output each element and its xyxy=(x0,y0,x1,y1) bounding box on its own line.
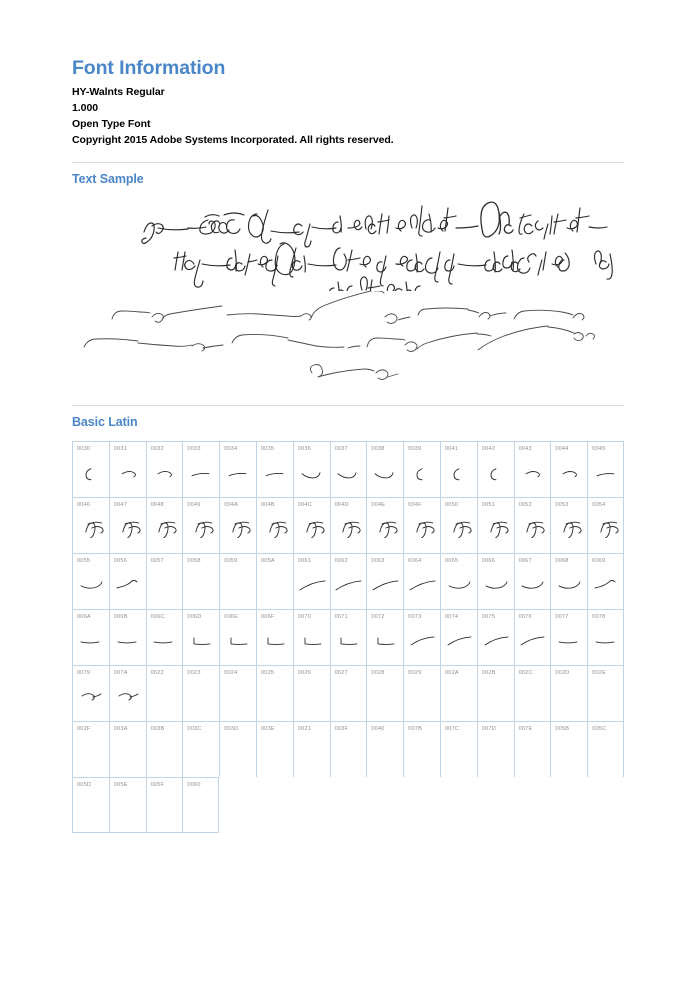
glyph-cell-003E[interactable] xyxy=(256,721,293,777)
glyph-cell-0044[interactable] xyxy=(550,441,587,497)
glyph-cell-004D[interactable] xyxy=(330,497,367,553)
glyph-preview xyxy=(515,624,551,664)
glyph-code-label: 0042 xyxy=(481,446,496,453)
text-sample-section xyxy=(72,162,624,391)
glyph-cell-0049[interactable] xyxy=(182,497,219,553)
glyph-preview xyxy=(404,512,440,552)
glyph-cell-005C[interactable] xyxy=(587,721,624,777)
glyph-cell-002C[interactable] xyxy=(514,665,551,721)
glyph-code-label: 0061 xyxy=(297,558,312,565)
glyph-cell-003D[interactable] xyxy=(219,721,256,777)
glyph-cell-007B[interactable] xyxy=(403,721,440,777)
glyph-code-label: 006E xyxy=(224,614,239,621)
glyph-cell-0026[interactable] xyxy=(293,665,330,721)
glyph-cell-0047[interactable] xyxy=(109,497,146,553)
basic-latin-heading: Basic Latin xyxy=(72,415,138,430)
glyph-code-label: 0040 xyxy=(371,726,385,733)
glyph-code-label: 0073 xyxy=(408,614,422,621)
glyph-code-label: 004E xyxy=(371,502,386,509)
glyph-cell-0056[interactable] xyxy=(109,553,146,609)
glyph-cell-0076[interactable] xyxy=(514,609,551,665)
glyph-preview xyxy=(73,680,109,720)
font-format: Open Type Font xyxy=(72,118,151,131)
glyph-cell-0052[interactable] xyxy=(514,497,551,553)
glyph-preview xyxy=(404,568,440,608)
glyph-preview xyxy=(294,512,330,552)
glyph-cell-0035[interactable] xyxy=(256,441,293,497)
glyph-code-label: 006A xyxy=(77,614,91,621)
glyph-code-label: 0050 xyxy=(444,502,459,509)
glyph-cell-0065[interactable] xyxy=(440,553,477,609)
glyph-cell-0021[interactable] xyxy=(293,721,330,777)
glyph-cell-002F[interactable] xyxy=(72,721,109,777)
glyph-preview xyxy=(183,624,219,664)
glyph-code-label: 0038 xyxy=(371,446,385,453)
glyph-code-label: 0047 xyxy=(113,502,128,509)
glyph-code-label: 0079 xyxy=(77,670,91,677)
glyph-preview xyxy=(367,456,403,496)
glyph-cell-004A[interactable] xyxy=(219,497,256,553)
glyph-cell-005D[interactable] xyxy=(72,777,109,833)
glyph-cell-0042[interactable] xyxy=(477,441,514,497)
glyph-code-label: 0056 xyxy=(113,558,128,565)
font-name: HY-Walnts Regular xyxy=(72,86,165,99)
glyph-code-label: 005A xyxy=(260,558,275,565)
glyph-preview xyxy=(551,624,587,664)
glyph-table-row xyxy=(72,721,624,777)
glyph-table-row xyxy=(72,497,624,553)
glyph-code-label: 0022 xyxy=(150,670,164,677)
glyph-cell-005F[interactable] xyxy=(146,777,183,833)
glyph-cell-004F[interactable] xyxy=(403,497,440,553)
glyph-code-label: 004C xyxy=(297,502,312,509)
glyph-code-label: 0070 xyxy=(297,614,312,621)
glyph-preview xyxy=(110,512,146,552)
glyph-code-label: 007D xyxy=(481,726,496,733)
glyph-table-row xyxy=(72,553,624,609)
glyph-preview xyxy=(110,568,146,608)
glyph-preview xyxy=(220,456,256,496)
glyph-cell-002A[interactable] xyxy=(440,665,477,721)
glyph-code-label: 0064 xyxy=(408,558,422,565)
glyph-cell-0041[interactable] xyxy=(440,441,477,497)
glyph-preview xyxy=(441,456,477,496)
glyph-cell-0055[interactable] xyxy=(72,553,109,609)
glyph-code-label: 003D xyxy=(224,726,239,733)
glyph-code-label: 006F xyxy=(260,614,275,621)
glyph-code-label: 0055 xyxy=(77,558,91,565)
glyph-cell-0074[interactable] xyxy=(440,609,477,665)
ornament-sample-artwork xyxy=(72,291,624,391)
glyph-cell-0033[interactable] xyxy=(182,441,219,497)
glyph-cell-007A[interactable] xyxy=(109,665,146,721)
glyph-cell-007D[interactable] xyxy=(477,721,514,777)
glyph-code-label: 0065 xyxy=(444,558,459,565)
glyph-table-row xyxy=(72,441,624,497)
glyph-code-label: 004D xyxy=(334,502,349,509)
glyph-cell-006C[interactable] xyxy=(146,609,183,665)
glyph-cell-0078[interactable] xyxy=(587,609,624,665)
glyph-cell-006D[interactable] xyxy=(182,609,219,665)
glyph-preview xyxy=(478,456,514,496)
glyph-preview xyxy=(110,680,146,720)
glyph-code-label: 0026 xyxy=(297,670,312,677)
glyph-code-label: 005C xyxy=(592,726,607,733)
glyph-cell-0068[interactable] xyxy=(550,553,587,609)
glyph-cell-003C[interactable] xyxy=(182,721,219,777)
glyph-preview xyxy=(367,624,403,664)
glyph-code-label: 0021 xyxy=(297,726,312,733)
glyph-cell-0038[interactable] xyxy=(366,441,403,497)
glyph-cell-0071[interactable] xyxy=(330,609,367,665)
glyph-preview xyxy=(551,568,587,608)
glyph-cell-0022[interactable] xyxy=(146,665,183,721)
page-title: Font Information xyxy=(72,57,226,79)
glyph-code-label: 005B xyxy=(555,726,570,733)
glyph-code-label: 0025 xyxy=(260,670,275,677)
glyph-code-label: 0052 xyxy=(518,502,532,509)
glyph-preview xyxy=(257,456,293,496)
glyph-cell-0077[interactable] xyxy=(550,609,587,665)
glyph-code-label: 0054 xyxy=(592,502,606,509)
glyph-code-label: 0059 xyxy=(224,558,238,565)
glyph-code-label: 0078 xyxy=(592,614,606,621)
glyph-cell-002E[interactable] xyxy=(587,665,624,721)
glyph-code-label: 0076 xyxy=(518,614,532,621)
glyph-cell-007C[interactable] xyxy=(440,721,477,777)
glyph-code-label: 003C xyxy=(187,726,202,733)
glyph-preview xyxy=(220,512,256,552)
glyph-code-label: 0051 xyxy=(481,502,496,509)
glyph-code-label: 0028 xyxy=(371,670,385,677)
glyph-code-label: 0033 xyxy=(187,446,201,453)
glyph-code-label: 0072 xyxy=(371,614,385,621)
glyph-code-label: 006C xyxy=(150,614,165,621)
glyph-code-label: 0074 xyxy=(444,614,459,621)
glyph-cell-0034[interactable] xyxy=(219,441,256,497)
glyph-code-label: 0048 xyxy=(150,502,164,509)
text-sample-heading: Text Sample xyxy=(72,172,144,187)
glyph-cell-0053[interactable] xyxy=(550,497,587,553)
glyph-cell-0064[interactable] xyxy=(403,553,440,609)
glyph-cell-0062[interactable] xyxy=(330,553,367,609)
glyph-preview xyxy=(147,456,183,496)
glyph-preview xyxy=(294,568,330,608)
glyph-code-label: 002A xyxy=(444,670,459,677)
glyph-cell-005E[interactable] xyxy=(109,777,146,833)
glyph-preview xyxy=(588,456,623,496)
glyph-code-label: 004F xyxy=(408,502,422,509)
glyph-cell-007E[interactable] xyxy=(514,721,551,777)
glyph-cell-0075[interactable] xyxy=(477,609,514,665)
glyph-cell-0050[interactable] xyxy=(440,497,477,553)
glyph-preview xyxy=(294,456,330,496)
glyph-code-label: 003E xyxy=(260,726,275,733)
glyph-code-label: 0023 xyxy=(187,670,201,677)
glyph-table-row xyxy=(72,777,624,833)
glyph-cell-006E[interactable] xyxy=(219,609,256,665)
glyph-cell-0057[interactable] xyxy=(146,553,183,609)
glyph-preview xyxy=(367,512,403,552)
glyph-code-label: 007C xyxy=(444,726,460,733)
glyph-preview xyxy=(404,456,440,496)
glyph-preview xyxy=(515,512,551,552)
glyph-cell-0028[interactable] xyxy=(366,665,403,721)
glyph-cell-0063[interactable] xyxy=(366,553,403,609)
glyph-code-label: 002E xyxy=(592,670,607,677)
glyph-cell-0061[interactable] xyxy=(293,553,330,609)
glyph-preview xyxy=(331,456,367,496)
glyph-cell-0036[interactable] xyxy=(293,441,330,497)
glyph-cell-0066[interactable] xyxy=(477,553,514,609)
glyph-preview xyxy=(73,624,109,664)
glyph-code-label: 003B xyxy=(150,726,165,733)
glyph-cell-0060[interactable] xyxy=(182,777,219,833)
page-content xyxy=(72,0,624,833)
section-divider xyxy=(72,162,624,163)
glyph-code-label: 0036 xyxy=(297,446,312,453)
glyph-code-label: 0035 xyxy=(260,446,275,453)
glyph-cell-0069[interactable] xyxy=(587,553,624,609)
glyph-code-label: 006D xyxy=(187,614,202,621)
glyph-cell-0070[interactable] xyxy=(293,609,330,665)
glyph-preview xyxy=(294,624,330,664)
glyph-code-label: 0058 xyxy=(187,558,201,565)
glyph-cell-0073[interactable] xyxy=(403,609,440,665)
glyph-cell-0067[interactable] xyxy=(514,553,551,609)
glyph-code-label: 005F xyxy=(150,782,165,789)
glyph-preview xyxy=(588,624,623,664)
glyph-cell-004B[interactable] xyxy=(256,497,293,553)
glyph-code-label: 0039 xyxy=(408,446,422,453)
glyph-preview xyxy=(110,624,146,664)
glyph-code-label: 0045 xyxy=(592,446,606,453)
glyph-code-label: 0032 xyxy=(150,446,164,453)
glyph-preview xyxy=(515,456,551,496)
glyph-cell-0030[interactable] xyxy=(72,441,109,497)
glyph-preview xyxy=(331,512,367,552)
font-copyright: Copyright 2015 Adobe Systems Incorporated. All rights reserved. xyxy=(72,134,394,147)
glyph-preview xyxy=(404,624,440,664)
glyph-code-label: 0027 xyxy=(334,670,348,677)
glyph-preview xyxy=(441,624,477,664)
glyph-code-label: 0062 xyxy=(334,558,348,565)
glyph-code-label: 0030 xyxy=(77,446,91,453)
glyph-code-label: 002C xyxy=(518,670,533,677)
glyph-cell-0048[interactable] xyxy=(146,497,183,553)
glyph-code-label: 0034 xyxy=(224,446,238,453)
glyph-code-label: 002D xyxy=(555,670,570,677)
glyph-table-row xyxy=(72,665,624,721)
glyph-preview xyxy=(147,512,183,552)
glyph-code-label: 003F xyxy=(334,726,349,733)
glyph-cell-0079[interactable] xyxy=(72,665,109,721)
glyph-code-label: 0044 xyxy=(555,446,569,453)
glyph-code-label: 0024 xyxy=(224,670,238,677)
glyph-cell-0025[interactable] xyxy=(256,665,293,721)
glyph-code-label: 0069 xyxy=(592,558,606,565)
glyph-cell-005A[interactable] xyxy=(256,553,293,609)
glyph-cell-0051[interactable] xyxy=(477,497,514,553)
glyph-code-label: 007B xyxy=(408,726,423,733)
glyph-cell-0029[interactable] xyxy=(403,665,440,721)
glyph-code-label: 0075 xyxy=(481,614,496,621)
glyph-preview xyxy=(110,456,146,496)
glyph-code-label: 0031 xyxy=(113,446,128,453)
glyph-preview xyxy=(478,624,514,664)
glyph-cell-0040[interactable] xyxy=(366,721,403,777)
glyph-cell-006A[interactable] xyxy=(72,609,109,665)
glyph-cell-002D[interactable] xyxy=(550,665,587,721)
glyph-cell-003A[interactable] xyxy=(109,721,146,777)
glyph-preview xyxy=(183,456,219,496)
glyph-cell-0031[interactable] xyxy=(109,441,146,497)
glyph-cell-0045[interactable] xyxy=(587,441,624,497)
glyph-preview xyxy=(551,456,587,496)
glyph-code-label: 0041 xyxy=(444,446,459,453)
glyph-code-label: 003A xyxy=(113,726,128,733)
glyph-code-label: 004B xyxy=(260,502,275,509)
glyph-preview xyxy=(257,624,293,664)
glyph-preview xyxy=(73,512,109,552)
glyph-preview xyxy=(73,456,109,496)
font-version: 1.000 xyxy=(72,102,99,115)
glyph-preview xyxy=(588,568,623,608)
glyph-cell-0046[interactable] xyxy=(72,497,109,553)
glyph-code-label: 0060 xyxy=(187,782,201,789)
glyph-code-label: 0057 xyxy=(150,558,164,565)
font-information-block xyxy=(72,0,624,148)
glyph-code-label: 0046 xyxy=(77,502,91,509)
glyph-code-label: 0071 xyxy=(334,614,348,621)
glyph-cell-003F[interactable] xyxy=(330,721,367,777)
glyph-preview xyxy=(147,624,183,664)
glyph-preview xyxy=(331,568,367,608)
glyph-cell-0032[interactable] xyxy=(146,441,183,497)
glyph-preview xyxy=(478,568,514,608)
glyph-preview xyxy=(515,568,551,608)
glyph-code-label: 0067 xyxy=(518,558,532,565)
glyph-preview xyxy=(257,512,293,552)
basic-latin-section xyxy=(72,405,624,833)
glyph-cell-0059[interactable] xyxy=(219,553,256,609)
glyph-code-label: 0037 xyxy=(334,446,348,453)
glyph-cell-0043[interactable] xyxy=(514,441,551,497)
glyph-preview xyxy=(441,568,477,608)
glyph-code-label: 002F xyxy=(77,726,91,733)
glyph-cell-004E[interactable] xyxy=(366,497,403,553)
glyph-code-label: 006B xyxy=(113,614,128,621)
glyph-code-label: 007A xyxy=(113,670,128,677)
glyph-preview xyxy=(367,568,403,608)
glyph-preview xyxy=(73,568,109,608)
glyph-code-label: 0077 xyxy=(555,614,569,621)
glyph-cell-003B[interactable] xyxy=(146,721,183,777)
glyph-code-label: 002B xyxy=(481,670,496,677)
glyph-table xyxy=(72,441,624,833)
glyph-preview xyxy=(220,624,256,664)
glyph-cell-0054[interactable] xyxy=(587,497,624,553)
glyph-table-row xyxy=(72,609,624,665)
glyph-cell-0039[interactable] xyxy=(403,441,440,497)
section-divider xyxy=(72,405,624,406)
glyph-cell-004C[interactable] xyxy=(293,497,330,553)
glyph-preview xyxy=(183,512,219,552)
glyph-code-label: 004A xyxy=(224,502,239,509)
glyph-cell-005B[interactable] xyxy=(550,721,587,777)
glyph-cell-002B[interactable] xyxy=(477,665,514,721)
glyph-code-label: 0053 xyxy=(555,502,569,509)
glyph-code-label: 005E xyxy=(113,782,128,789)
glyph-code-label: 0043 xyxy=(518,446,532,453)
glyph-cell-0037[interactable] xyxy=(330,441,367,497)
glyph-cell-0023[interactable] xyxy=(182,665,219,721)
glyph-cell-0058[interactable] xyxy=(182,553,219,609)
glyph-code-label: 0029 xyxy=(408,670,422,677)
glyph-code-label: 005D xyxy=(77,782,92,789)
glyph-preview xyxy=(478,512,514,552)
glyph-code-label: 0068 xyxy=(555,558,569,565)
glyph-preview xyxy=(551,512,587,552)
glyph-cell-006B[interactable] xyxy=(109,609,146,665)
glyph-cell-0027[interactable] xyxy=(330,665,367,721)
glyph-code-label: 0063 xyxy=(371,558,385,565)
glyph-preview xyxy=(331,624,367,664)
glyph-code-label: 0049 xyxy=(187,502,201,509)
glyph-preview xyxy=(588,512,623,552)
glyph-code-label: 007E xyxy=(518,726,533,733)
glyph-preview xyxy=(441,512,477,552)
glyph-code-label: 0066 xyxy=(481,558,496,565)
glyph-cell-0024[interactable] xyxy=(219,665,256,721)
text-sample-artwork xyxy=(72,186,624,291)
glyph-cell-006F[interactable] xyxy=(256,609,293,665)
glyph-cell-0072[interactable] xyxy=(366,609,403,665)
